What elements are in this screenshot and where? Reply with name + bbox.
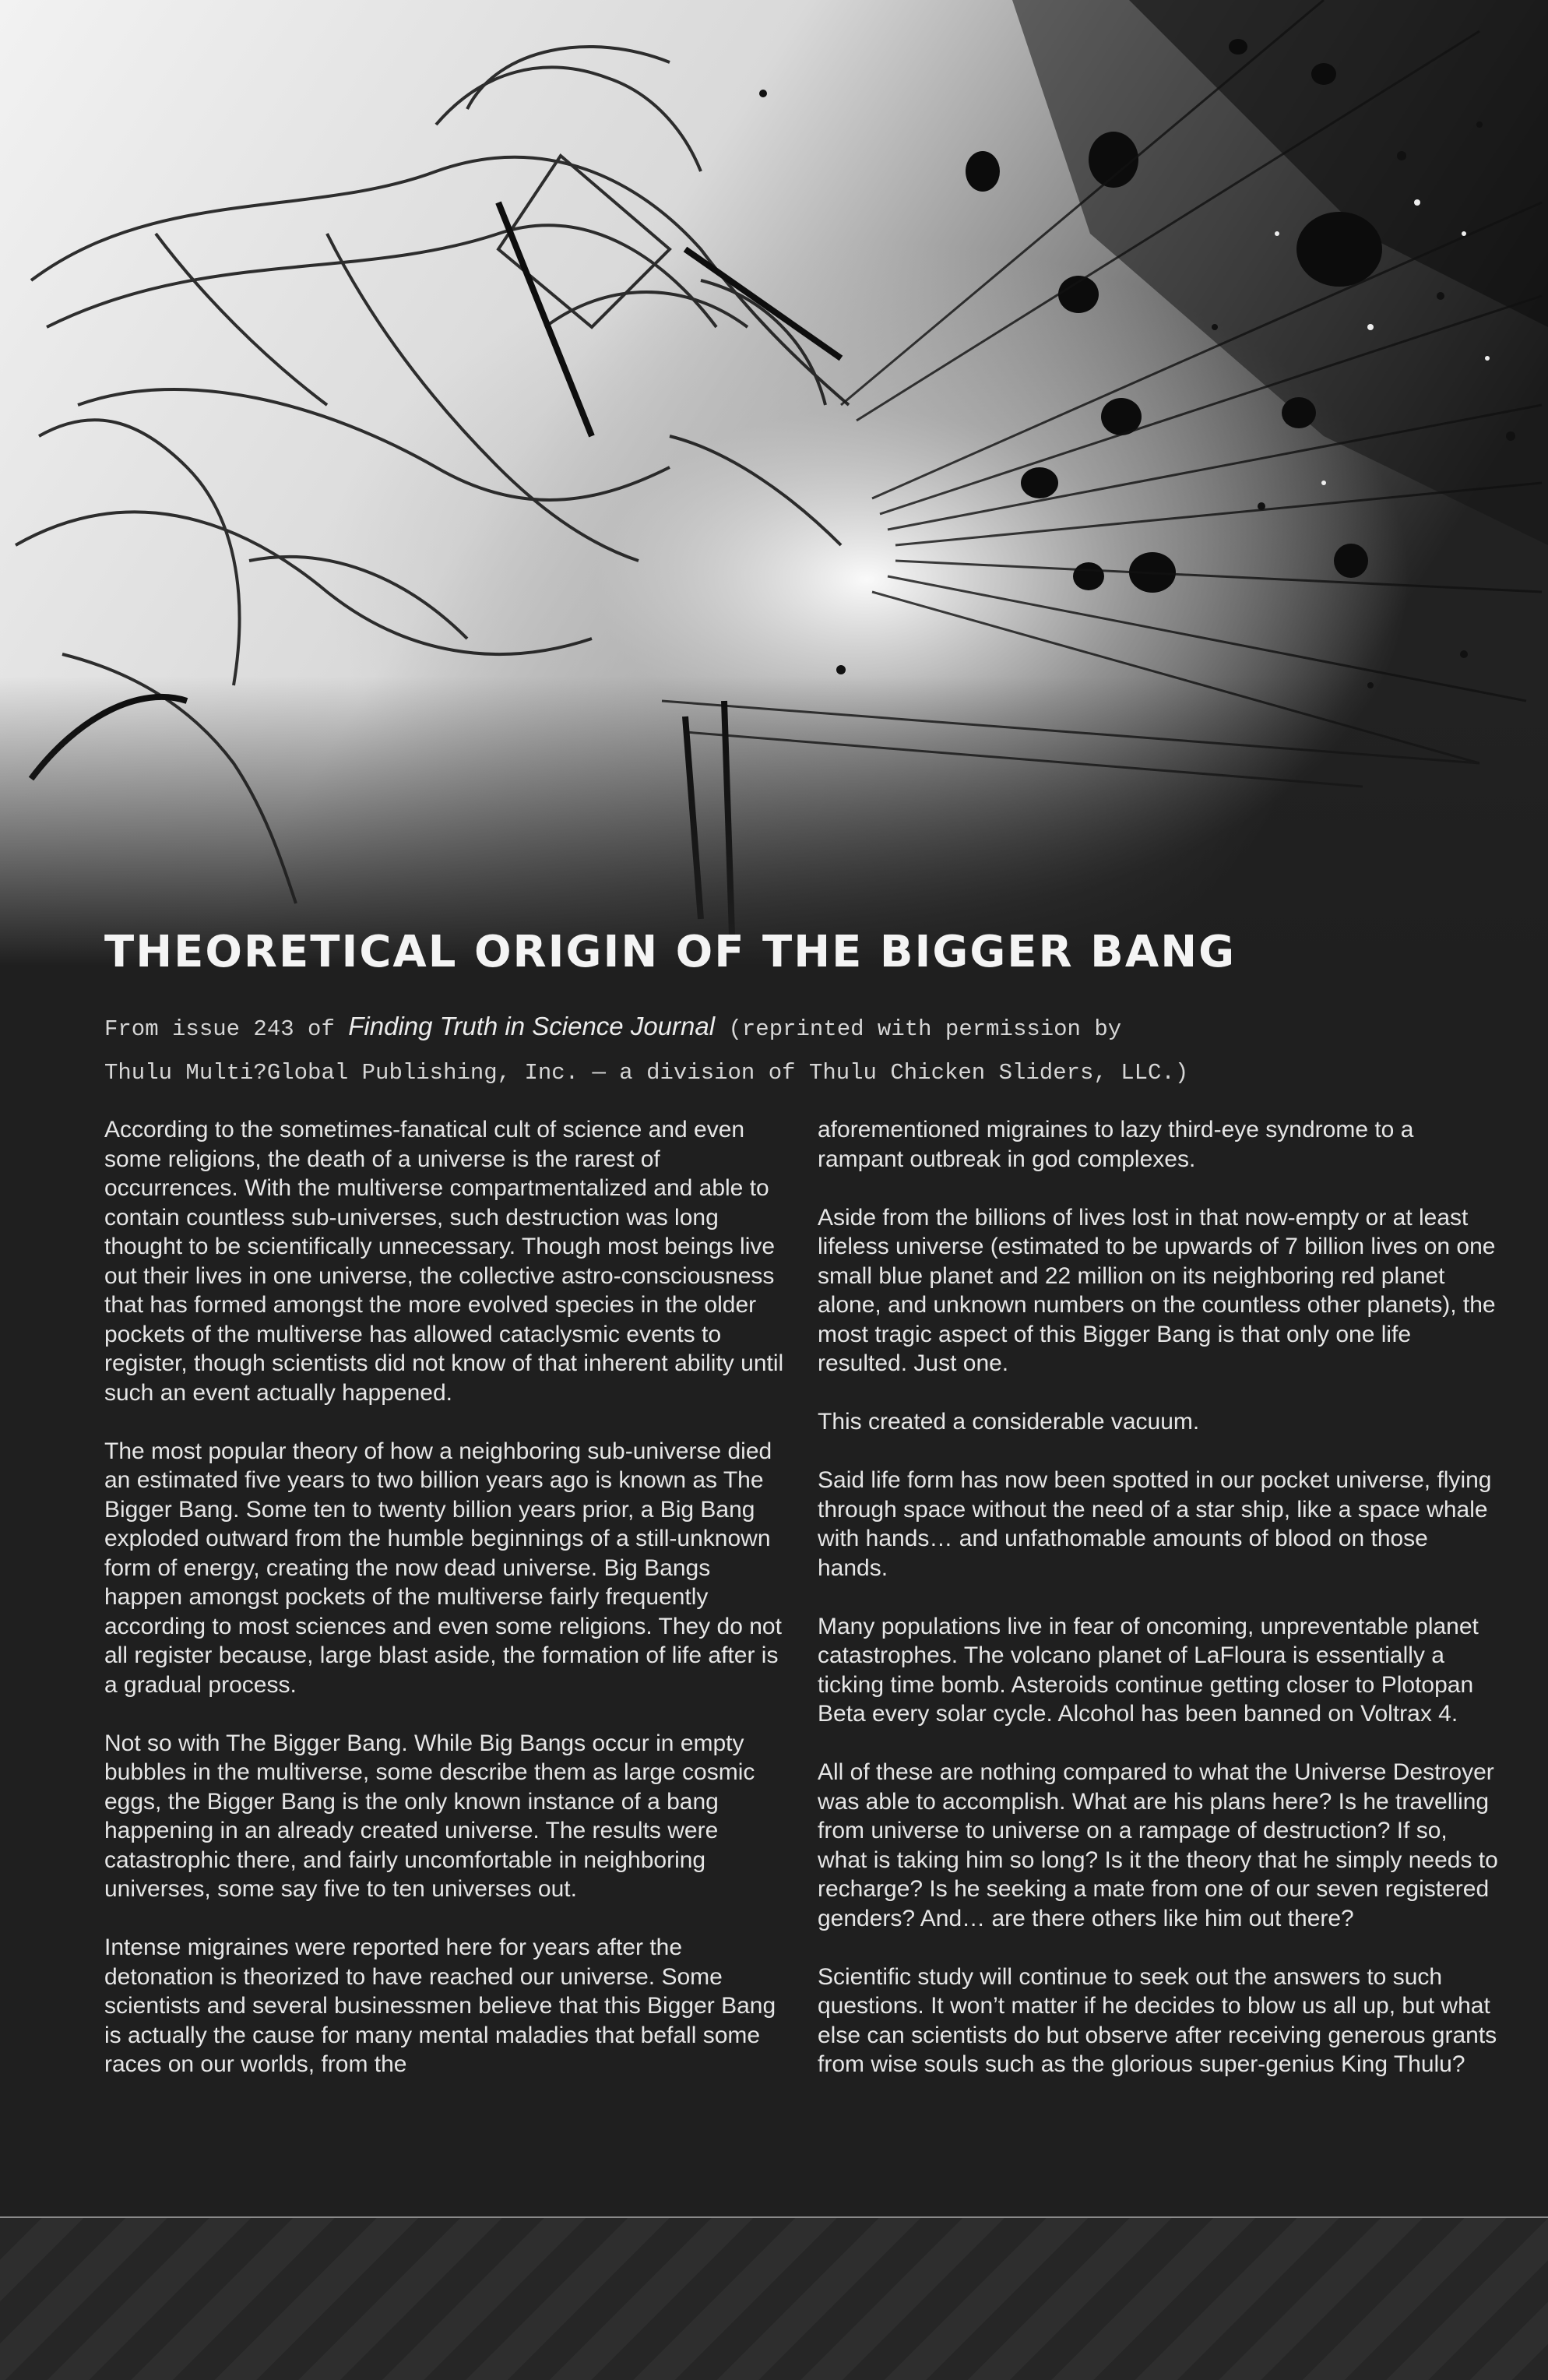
article-column-left (104, 1115, 790, 2108)
paragraph: Many populations live in fear of oncoming, unpreventable planet catastrophes. The volcano planet of LaFloura is essentially a ticking time bomb. Asteroids continue getting closer to Plotopan Beta every solar cycle. Alcohol has been banned on Voltrax 4. (818, 1613, 1479, 1727)
journal-name: Finding Truth in Science Journal (348, 1012, 716, 1040)
paragraph: All of these are nothing compared to what the Universe Destroyer was able to accomplish. What are his plans here? Is he travelling from universe to universe on a rampage of destruction? If so, what is taking him so long? Is it the theory that he simply needs to recharge? Is he seeking a mate from one of our seven registered genders? And… are there others like him out there? (818, 1759, 1498, 1931)
paragraph: aforementioned migraines to lazy third-eye syndrome to a rampant outbreak in god complexes. (818, 1117, 1414, 1172)
paragraph: Scientific study will continue to seek out the answers to such questions. It won’t matter if he decides to blow us all up, but what else can scientists do but observe after receiving generous grants from wise souls such as the glorious super-genius King Thulu? (818, 1963, 1497, 2077)
paragraph: This created a considerable vacuum. (818, 1409, 1200, 1435)
article-column-right (818, 1115, 1503, 2108)
credit-publisher: Thulu Multi?Global Publishing, Inc. — a division of Thulu Chicken Sliders, LLC.) (104, 1060, 1189, 1086)
paragraph: Said life form has now been spotted in our pocket universe, flying through space without the need of a star ship, like a space whale with hands… and unfathomable amounts of blood on those hands. (818, 1467, 1492, 1581)
footer-stripes (0, 2218, 1548, 2380)
paragraph: Intense migraines were reported here for years after the detonation is theorized to have reached our universe. Some scientists and several businessmen believe that this Bigger Bang is actually the cause for many mental maladies that befall some races on our worlds, from the (104, 1935, 776, 2077)
credit-prefix: From issue 243 of (104, 1016, 335, 1042)
ink-explosion-illustration (0, 0, 1548, 966)
article-credit (104, 1005, 1475, 1095)
paragraph: Aside from the billions of lives lost in that now-empty or at least lifeless universe (estimated to be upwards of 7 billion lives on one small blue planet and 22 million on its neighboring red planet alone, and unknown numbers on the countless other planets), the most tragic aspect of this Bigger Bang is that only one life resulted. Just one. (818, 1204, 1496, 1376)
paragraph: According to the sometimes-fanatical cult of science and even some religions, the death of a universe is the rarest of occurrences. With the multiverse compartmentalized and able to contain countless sub-universes, such destruction was long thought to be scientifically unnecessary. Though most beings live out their lives in one universe, the collective astro-consciousness that has formed amongst the more evolved species in the older pockets of the multiverse has allowed cataclysmic events to register, though scientists did not know of that inherent ability until such an event actually happened. (104, 1117, 784, 1406)
article-title: THEORETICAL ORIGIN OF THE BIGGER BANG (104, 927, 1237, 977)
paragraph: The most popular theory of how a neighboring sub-universe died an estimated five years to two billion years ago is known as The Bigger Bang. Some ten to twenty billion years prior, a Big Bang exploded outward from the humble beginnings of a still-unknown form of energy, creating the now dead universe. Big Bangs happen amongst pockets of the multiverse fairly frequently according to most sciences and even some religions. They do not all register because, large blast aside, the formation of life after is a gradual process. (104, 1438, 782, 1698)
paragraph: Not so with The Bigger Bang. While Big Bangs occur in empty bubbles in the multiverse, some describe them as large cosmic eggs, the Bigger Bang is the only known instance of a bang happening in an already created universe. The results were catastrophic there, and fairly uncomfortable in neighboring universes, some say five to ten universes out. (104, 1730, 755, 1902)
credit-suffix: (reprinted with permission by (728, 1016, 1122, 1042)
